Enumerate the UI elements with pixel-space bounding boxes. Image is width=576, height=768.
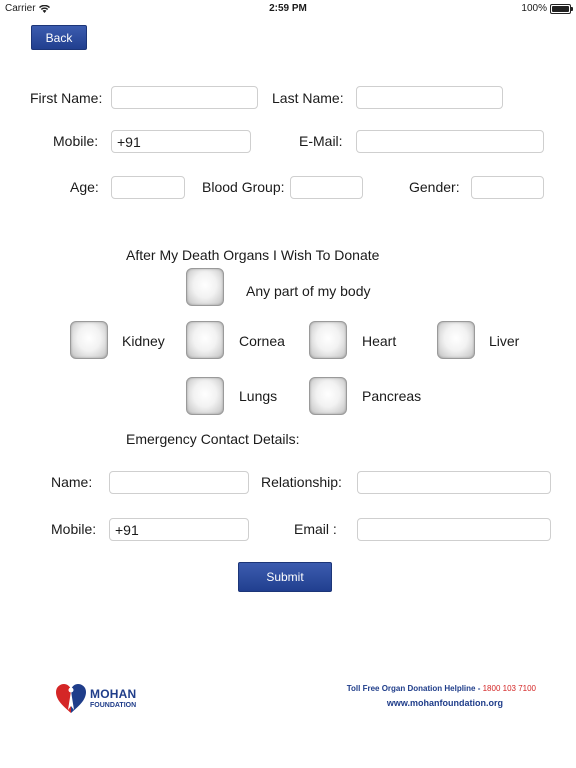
- checkbox-liver[interactable]: [437, 321, 475, 359]
- organs-heading: After My Death Organs I Wish To Donate: [126, 247, 380, 263]
- cornea-label: Cornea: [239, 333, 285, 349]
- checkbox-cornea[interactable]: [186, 321, 224, 359]
- blood-group-field[interactable]: [290, 176, 363, 199]
- blood-group-label: Blood Group:: [202, 179, 285, 195]
- gender-field[interactable]: [471, 176, 544, 199]
- helpline-number: 1800 103 7100: [482, 684, 536, 693]
- any-part-label: Any part of my body: [246, 283, 371, 299]
- emergency-heading: Emergency Contact Details:: [126, 431, 300, 447]
- checkbox-kidney[interactable]: [70, 321, 108, 359]
- battery-icon: [550, 4, 571, 14]
- emergency-name-label: Name:: [51, 474, 93, 490]
- status-time: 2:59 PM: [269, 3, 307, 14]
- heart-ribbon-icon: [54, 682, 88, 714]
- email-label: E-Mail:: [299, 133, 343, 149]
- submit-button[interactable]: Submit: [238, 562, 332, 592]
- heart-label: Heart: [362, 333, 397, 349]
- relationship-label: Relationship:: [261, 474, 342, 490]
- checkbox-any-part[interactable]: [186, 268, 224, 306]
- mobile-label: Mobile:: [53, 133, 99, 149]
- emergency-name-field[interactable]: [109, 471, 249, 494]
- status-bar: [0, 0, 576, 17]
- logo-subtitle: FOUNDATION: [90, 701, 137, 709]
- emergency-email-label: Email :: [294, 521, 337, 537]
- last-name-field[interactable]: [356, 86, 503, 109]
- mobile-field[interactable]: [111, 130, 251, 153]
- back-button[interactable]: Back: [31, 25, 87, 50]
- kidney-label: Kidney: [122, 333, 165, 349]
- last-name-label: Last Name:: [272, 90, 344, 106]
- liver-label: Liver: [489, 333, 520, 349]
- checkbox-lungs[interactable]: [186, 377, 224, 415]
- gender-label: Gender:: [409, 179, 460, 195]
- battery-indicator: [521, 3, 571, 14]
- lungs-label: Lungs: [239, 388, 278, 404]
- mohan-foundation-logo: [54, 682, 136, 714]
- email-field[interactable]: [356, 130, 544, 153]
- emergency-mobile-label: Mobile:: [51, 521, 97, 537]
- age-label: Age:: [70, 179, 99, 195]
- age-field[interactable]: [111, 176, 185, 199]
- carrier-label: Carrier: [5, 3, 36, 14]
- checkbox-heart[interactable]: [309, 321, 347, 359]
- first-name-label: First Name:: [30, 90, 103, 106]
- relationship-field[interactable]: [357, 471, 551, 494]
- helpline-label: Toll Free Organ Donation Helpline -: [346, 684, 481, 693]
- first-name-field[interactable]: [111, 86, 258, 109]
- battery-percent: 100%: [521, 3, 547, 14]
- checkbox-pancreas[interactable]: [309, 377, 347, 415]
- logo-text: [90, 688, 136, 709]
- emergency-mobile-field[interactable]: [109, 518, 249, 541]
- emergency-email-field[interactable]: [357, 518, 551, 541]
- pancreas-label: Pancreas: [362, 388, 422, 404]
- helpline-text: [290, 684, 536, 693]
- logo-name: MOHAN: [90, 686, 137, 701]
- website-link[interactable]: www.mohanfoundation.org: [386, 698, 503, 708]
